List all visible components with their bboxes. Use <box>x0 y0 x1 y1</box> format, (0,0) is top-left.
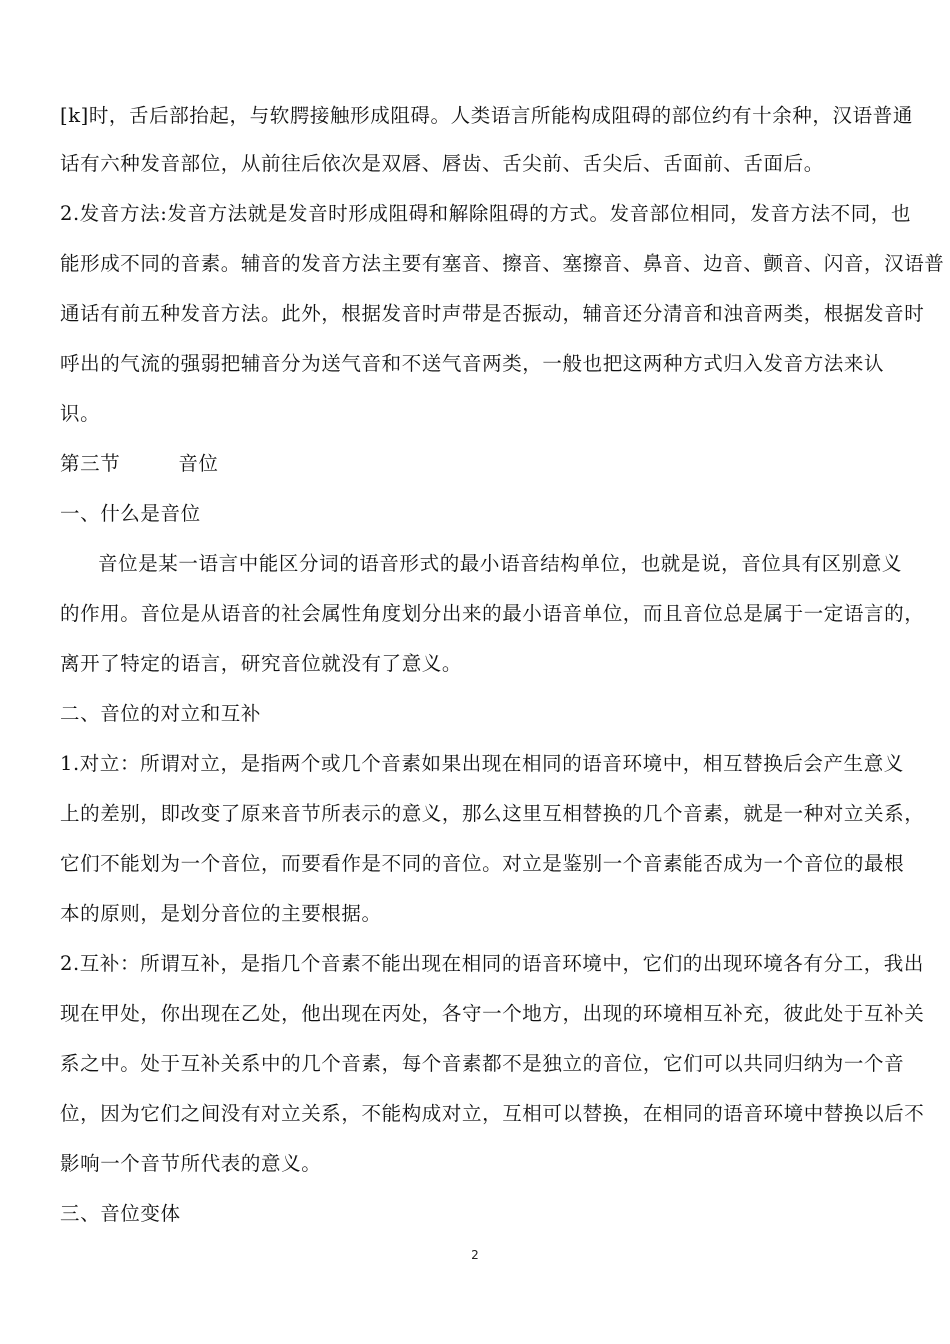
paragraph-line: 音位是某一语言中能区分词的语音形式的最小语音结构单位，也就是说，音位具有区别意义 <box>98 552 903 575</box>
paragraph-line: 的作用。音位是从语音的社会属性角度划分出来的最小语音单位，而且音位总是属于一定语言的， <box>60 602 925 625</box>
text-line: 呼出的气流的强弱把辅音分为送气音和不送气音两类，一般也把这两种方式归入发音方法来认 <box>60 352 885 375</box>
text-line: [k]时，舌后部抬起，与软腭接触形成阻碍。人类语言所能构成阻碍的部位约有十余种，汉语普通 <box>60 104 913 127</box>
paragraph-line: 本的原则，是划分音位的主要根据。 <box>60 902 382 925</box>
paragraph-line: 系之中。处于互补关系中的几个音素，每个音素都不是独立的音位，它们可以共同归纳为一个音 <box>60 1052 905 1075</box>
section-title: 音位 <box>178 452 219 475</box>
paragraph-line: 影响一个音节所代表的意义。 <box>60 1152 322 1175</box>
paragraph-line: 现在甲处，你出现在乙处，他出现在丙处，各守一个地方，出现的环境相互补充，彼此处于互补关 <box>60 1002 925 1025</box>
section-heading <box>60 450 910 478</box>
text-line: 2.发音方法:发音方法就是发音时形成阻碍和解除阻碍的方式。发音部位相同，发音方法不同，也 <box>60 202 912 225</box>
subheading: 三、音位变体 <box>60 1202 181 1225</box>
paragraph-line: 1.对立：所谓对立，是指两个或几个音素如果出现在相同的语音环境中，相互替换后会产生意义 <box>60 752 904 775</box>
text-line: 能形成不同的音素。辅音的发音方法主要有塞音、擦音、塞擦音、鼻音、边音、颤音、闪音，汉语普 <box>60 252 945 275</box>
subheading: 二、音位的对立和互补 <box>60 702 262 725</box>
text-line: 识。 <box>60 402 101 425</box>
section-number: 第三节 <box>60 452 121 475</box>
page-number: 2 <box>471 1248 479 1262</box>
paragraph-line: 它们不能划为一个音位，而要看作是不同的音位。对立是鉴别一个音素能否成为一个音位的最根 <box>60 852 905 875</box>
paragraph-line: 离开了特定的语言，研究音位就没有了意义。 <box>60 652 463 675</box>
subheading: 一、什么是音位 <box>60 502 201 525</box>
paragraph-line: 上的差别，即改变了原来音节所表示的意义，那么这里互相替换的几个音素，就是一种对立关系， <box>60 802 925 825</box>
text-line: 通话有前五种发音方法。此外，根据发音时声带是否振动，辅音还分清音和浊音两类，根据发音时 <box>60 302 925 325</box>
paragraph-line: 位，因为它们之间没有对立关系，不能构成对立，互相可以替换，在相同的语音环境中替换以后不 <box>60 1102 925 1125</box>
paragraph-line: 2.互补：所谓互补，是指几个音素不能出现在相同的语音环境中，它们的出现环境各有分工，我出 <box>60 952 925 975</box>
text-line: 话有六种发音部位，从前往后依次是双唇、唇齿、舌尖前、舌尖后、舌面前、舌面后。 <box>60 152 824 175</box>
